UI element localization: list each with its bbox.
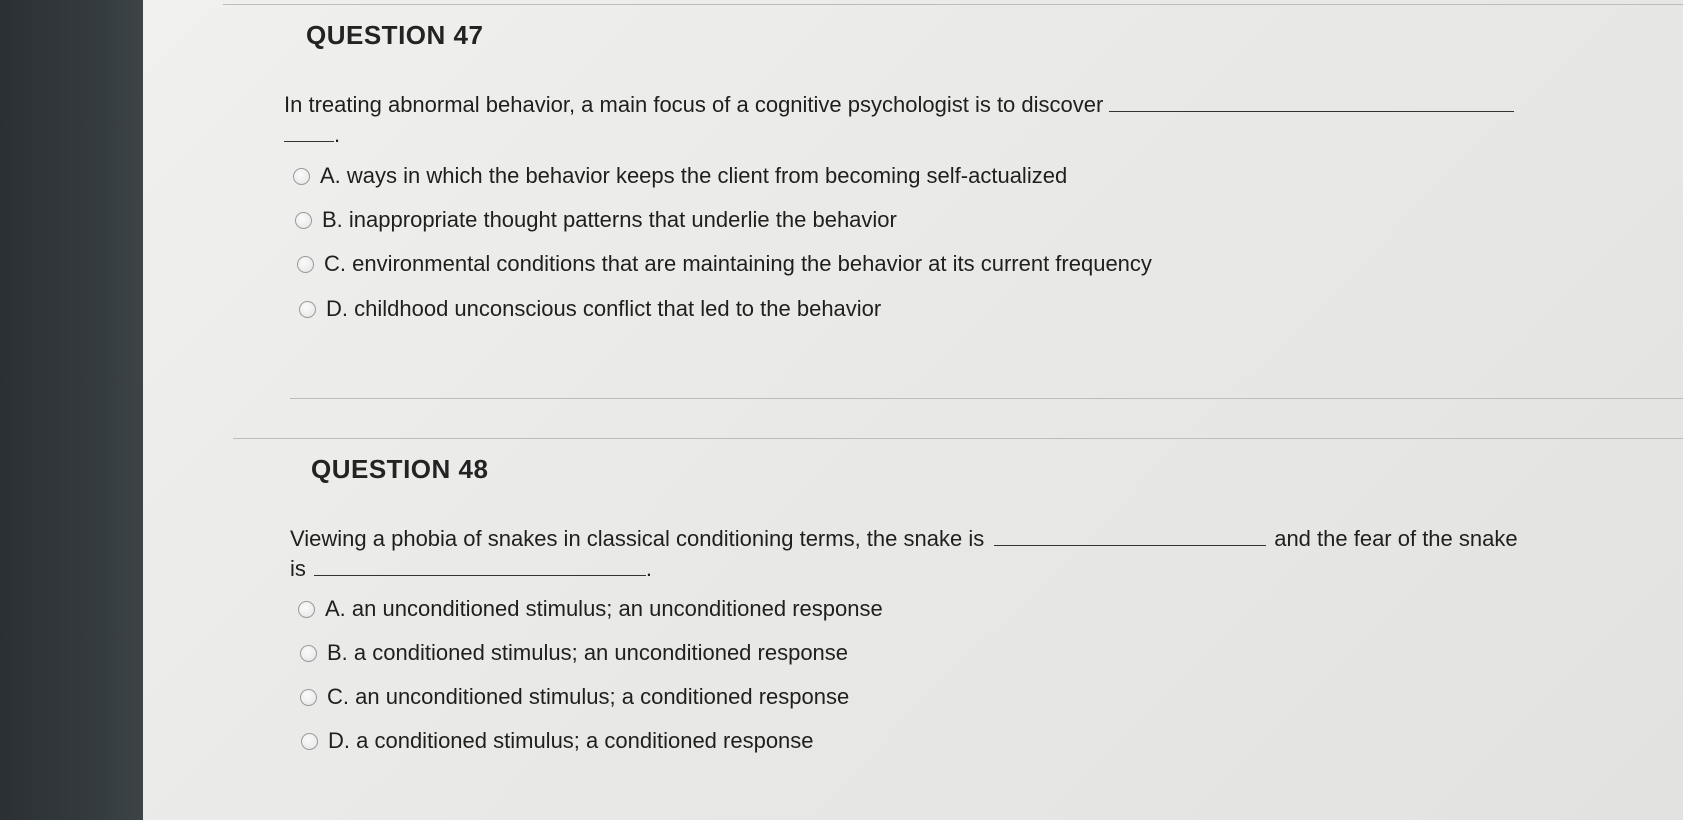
q48-option-a-letter: A. (325, 596, 346, 621)
q47-option-d-letter: D. (326, 296, 348, 321)
q47-option-d[interactable] (299, 296, 881, 322)
question-48-stem-part2: and the fear of the snake (1274, 526, 1518, 551)
question-48-stem-part1: Viewing a phobia of snakes in classical conditioning terms, the snake is (290, 526, 985, 551)
question-47-stem-end: . (334, 122, 341, 147)
question-48-stem-line2 (290, 554, 1680, 584)
q48-radio-c[interactable] (300, 689, 317, 706)
question-47-stem (284, 90, 1624, 150)
q48-option-d-text: a conditioned stimulus; a conditioned response (356, 728, 814, 753)
top-divider (223, 4, 1683, 5)
q48-radio-d[interactable] (301, 733, 318, 750)
q47-option-a[interactable] (293, 163, 1067, 189)
q47-option-c[interactable] (297, 251, 1152, 277)
answer-blank (1109, 90, 1514, 112)
q48-radio-b[interactable] (300, 645, 317, 662)
q48-option-a-text: an unconditioned stimulus; an unconditioned response (351, 596, 883, 621)
q47-radio-c[interactable] (297, 256, 314, 273)
q47-option-c-text: environmental conditions that are maintaining the behavior at its current frequency (352, 251, 1152, 276)
q48-option-b-text: a conditioned stimulus; an unconditioned response (353, 640, 849, 665)
q47-option-c-letter: C. (324, 251, 346, 276)
q48-option-b-letter: B. (327, 640, 348, 665)
q47-option-b-text: inappropriate thought patterns that underlie the behavior (348, 207, 897, 232)
q48-option-a[interactable] (298, 596, 883, 622)
q47-option-d-text: childhood unconscious conflict that led to the behavior (354, 296, 882, 321)
question-47-title: QUESTION 47 (306, 20, 484, 50)
question-47-stem-text: In treating abnormal behavior, a main focus of a cognitive psychologist is to discover (284, 92, 1104, 117)
q47-option-a-letter: A. (320, 163, 341, 188)
q47-radio-b[interactable] (295, 212, 312, 229)
q48-option-c[interactable] (300, 684, 849, 710)
question-48-stem-line1 (290, 524, 1680, 554)
question-divider-1 (290, 398, 1683, 399)
question-48-stem (290, 524, 1680, 584)
answer-blank-continued (284, 120, 334, 142)
q48-radio-a[interactable] (298, 601, 315, 618)
q48-option-d[interactable] (301, 728, 814, 754)
q48-option-b[interactable] (300, 640, 848, 666)
monitor-bezel (0, 0, 143, 820)
question-divider-2 (233, 438, 1683, 439)
question-48-stem-end: . (645, 556, 653, 581)
q47-option-a-text: ways in which the behavior keeps the client from becoming self-actualized (346, 163, 1068, 188)
q48-option-c-text: an unconditioned stimulus; a conditioned response (355, 684, 850, 709)
question-48-stem-part3: is (290, 556, 306, 581)
answer-blank-2 (314, 554, 646, 576)
q48-option-d-letter: D. (328, 728, 350, 753)
quiz-page (143, 0, 1683, 820)
q47-radio-d[interactable] (299, 301, 316, 318)
q47-option-b-letter: B. (322, 207, 343, 232)
q48-option-c-letter: C. (327, 684, 349, 709)
q47-radio-a[interactable] (293, 168, 310, 185)
question-48-title: QUESTION 48 (311, 454, 489, 484)
answer-blank-1 (994, 524, 1266, 546)
q47-option-b[interactable] (295, 207, 897, 233)
